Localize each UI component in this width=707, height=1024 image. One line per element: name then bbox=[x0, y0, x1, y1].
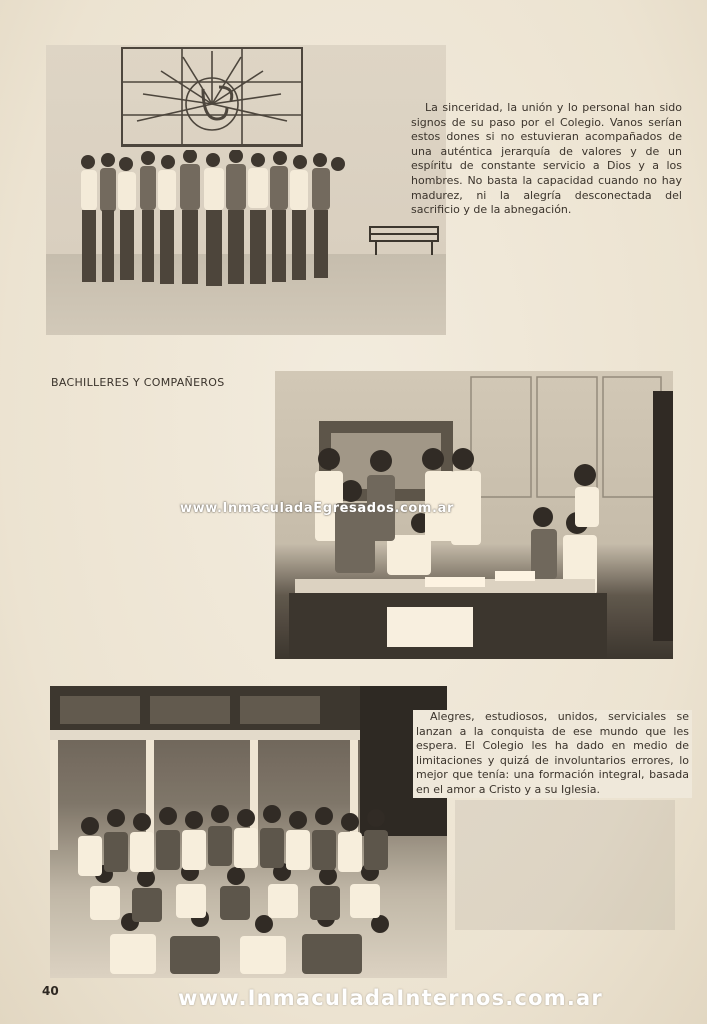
top-paragraph bbox=[411, 101, 682, 218]
photo-group-sunburst-window bbox=[46, 45, 446, 335]
bottom-paragraph bbox=[413, 710, 692, 798]
page-number: 40 bbox=[42, 984, 59, 998]
students-group-1 bbox=[68, 150, 348, 295]
section-caption: BACHILLERES Y COMPAÑEROS bbox=[51, 376, 225, 389]
sunburst-window bbox=[121, 47, 303, 147]
photo-group-courtyard bbox=[50, 686, 447, 978]
bottom-paragraph-text: Alegres, estudiosos, unidos, serviciales se lanzan a la conquista de ese mundo que les espera. El Colegio les ha dado en medio de limitaciones y quizá de involuntarios errores, lo mejor que tenía: una formación integral, basada en el amor a Cristo y a su Iglesia. bbox=[416, 710, 689, 796]
bench bbox=[368, 225, 440, 255]
sunburst-emblem-icon bbox=[123, 49, 301, 144]
watermark-bottom: www.InmaculadaInternos.com.ar bbox=[178, 986, 603, 1010]
print-through-shadow bbox=[455, 800, 675, 930]
watermark-center: www.InmaculadaEgresados.com.ar bbox=[180, 501, 454, 516]
top-paragraph-text: La sinceridad, la unión y lo personal han sido signos de su paso por el Colegio. Vanos serían estos dones si no estuvieran acompañados de una auténtica jerarquía de valores y de un espíritu de constante servicio a Dios y a los hombres. No basta la capacidad cuando no hay madurez, ni la alegría desconectada del sacrificio y de la abnegación. bbox=[411, 101, 682, 217]
courtyard-scene bbox=[50, 686, 447, 978]
